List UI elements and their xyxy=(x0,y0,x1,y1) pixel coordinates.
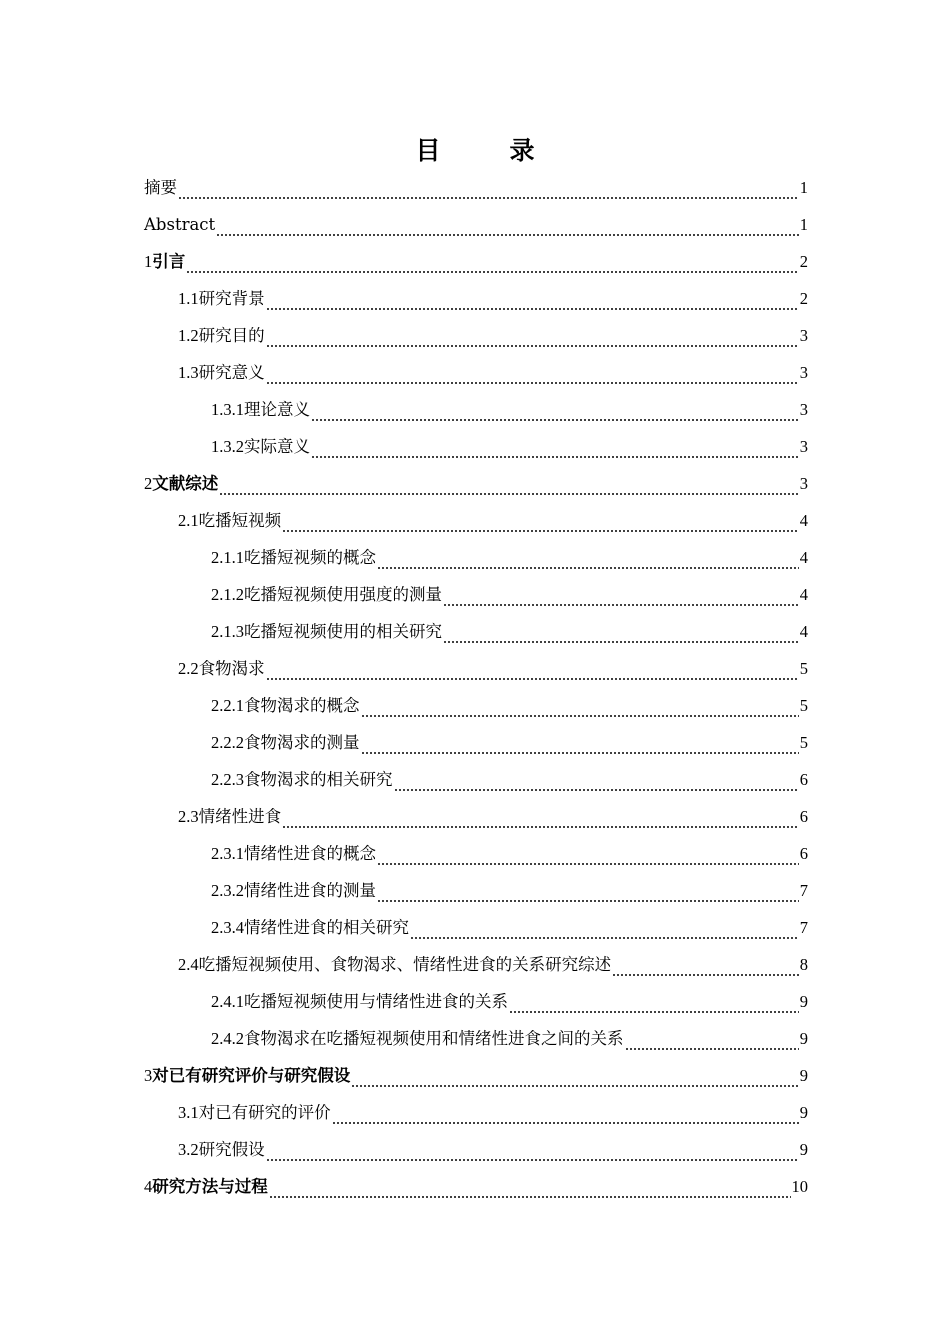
toc-entry[interactable] xyxy=(144,613,808,650)
dot-leader xyxy=(625,1020,799,1057)
toc-entry-title: 情绪性进食的相关研究 xyxy=(244,918,409,937)
toc-entry-page: 3 xyxy=(799,400,808,419)
toc-entry-title: 实际意义 xyxy=(244,437,310,456)
toc-entry-title: 研究目的 xyxy=(198,326,265,345)
toc-entry-page: 9 xyxy=(799,1140,808,1159)
toc-entry-title: 研究意义 xyxy=(198,363,265,382)
toc-entry-number: 2 xyxy=(144,474,153,493)
toc-entry[interactable] xyxy=(144,1057,808,1094)
toc-entry-number: 2.1.3 xyxy=(211,622,244,641)
toc-entry-number: 3.1 xyxy=(178,1103,199,1122)
toc-entry-page: 6 xyxy=(799,844,808,863)
toc-title: 目 录 xyxy=(415,136,557,165)
toc-entry-number: 2.1 xyxy=(178,511,199,530)
toc-entry-page: 1 xyxy=(799,178,808,197)
toc-entry-title: 对已有研究评价与研究假设 xyxy=(152,1066,351,1085)
toc-entry-title: 食物渴求的测量 xyxy=(244,733,360,752)
toc-entry-number: 4 xyxy=(144,1177,153,1196)
dot-leader xyxy=(332,1094,799,1131)
toc-entry-number: 2.3.1 xyxy=(211,844,244,863)
toc-list xyxy=(144,169,808,1205)
toc-entry-page: 10 xyxy=(791,1177,808,1196)
toc-entry-title: 吃播短视频的概念 xyxy=(244,548,376,567)
dot-leader xyxy=(377,539,799,576)
toc-entry-title: 情绪性进食的测量 xyxy=(244,881,376,900)
toc-entry-title: 摘要 xyxy=(144,178,177,197)
toc-entry-title: 对已有研究的评价 xyxy=(198,1103,331,1122)
toc-entry-page: 9 xyxy=(799,1066,808,1085)
toc-entry-page: 2 xyxy=(799,252,808,271)
toc-entry-number: 2.2.1 xyxy=(211,696,244,715)
dot-leader xyxy=(377,872,799,909)
toc-entry-title: 吃播短视频使用与情绪性进食的关系 xyxy=(244,992,508,1011)
toc-entry[interactable] xyxy=(144,1094,808,1131)
toc-entry-title: 食物渴求 xyxy=(198,659,265,678)
dot-leader xyxy=(216,206,799,243)
toc-entry[interactable] xyxy=(144,1131,808,1168)
toc-entry-title: 研究假设 xyxy=(198,1140,265,1159)
toc-entry-number: 3 xyxy=(144,1066,153,1085)
dot-leader xyxy=(186,243,799,280)
toc-entry[interactable] xyxy=(144,872,808,909)
toc-entry-number: 2.4.1 xyxy=(211,992,244,1011)
toc-entry-page: 3 xyxy=(799,437,808,456)
toc-entry[interactable] xyxy=(144,502,808,539)
toc-entry-number: 2.1.1 xyxy=(211,548,244,567)
toc-entry[interactable] xyxy=(144,391,808,428)
dot-leader xyxy=(377,835,799,872)
toc-entry-page: 4 xyxy=(799,622,808,641)
toc-entry-number: 1 xyxy=(144,252,153,271)
toc-entry[interactable] xyxy=(144,1020,808,1057)
toc-entry[interactable] xyxy=(144,1168,808,1205)
toc-entry[interactable] xyxy=(144,798,808,835)
toc-entry-number: 1.3.2 xyxy=(211,437,244,456)
toc-entry-page: 4 xyxy=(799,548,808,567)
toc-entry-number: 1.2 xyxy=(178,326,199,345)
toc-entry-page: 7 xyxy=(799,881,808,900)
toc-entry-title: 研究背景 xyxy=(198,289,265,308)
toc-entry-number: 2.2.3 xyxy=(211,770,244,789)
dot-leader xyxy=(361,724,799,761)
toc-entry-page: 1 xyxy=(799,215,808,234)
toc-entry-title: 文献综述 xyxy=(152,474,219,493)
toc-entry-page: 4 xyxy=(799,585,808,604)
toc-entry-title: 吃播短视频使用、食物渴求、情绪性进食的关系研究综述 xyxy=(198,955,612,974)
dot-leader xyxy=(351,1057,799,1094)
dot-leader xyxy=(410,909,799,946)
toc-entry[interactable] xyxy=(144,909,808,946)
dot-leader xyxy=(311,391,799,428)
toc-entry-number: 2.2.2 xyxy=(211,733,244,752)
toc-entry[interactable] xyxy=(144,317,808,354)
toc-entry[interactable] xyxy=(144,243,808,280)
dot-leader xyxy=(269,1168,791,1205)
dot-leader xyxy=(509,983,799,1020)
toc-entry-page: 6 xyxy=(799,807,808,826)
toc-entry-number: 1.1 xyxy=(178,289,199,308)
toc-entry-title: 研究方法与过程 xyxy=(152,1177,268,1196)
toc-entry[interactable] xyxy=(144,169,808,206)
toc-entry-page: 3 xyxy=(799,474,808,493)
toc-entry-title: 理论意义 xyxy=(244,400,310,419)
toc-entry[interactable] xyxy=(144,354,808,391)
dot-leader xyxy=(361,687,799,724)
toc-entry-number: 2.3.2 xyxy=(211,881,244,900)
toc-entry[interactable] xyxy=(144,428,808,465)
toc-entry-page: 3 xyxy=(799,326,808,345)
toc-entry-page: 3 xyxy=(799,363,808,382)
dot-leader xyxy=(443,613,799,650)
toc-entry-number: 2.4.2 xyxy=(211,1029,244,1048)
toc-entry[interactable] xyxy=(144,465,808,502)
toc-entry-number: 1.3.1 xyxy=(211,400,244,419)
dot-leader xyxy=(178,169,799,206)
toc-entry[interactable] xyxy=(144,687,808,724)
dot-leader xyxy=(311,428,799,465)
dot-leader xyxy=(612,946,799,983)
toc-entry[interactable] xyxy=(144,835,808,872)
dot-leader xyxy=(282,798,799,835)
toc-entry[interactable] xyxy=(144,576,808,613)
dot-leader xyxy=(266,354,799,391)
dot-leader xyxy=(282,502,799,539)
dot-leader xyxy=(443,576,799,613)
toc-entry[interactable] xyxy=(144,724,808,761)
toc-entry-number: 2.3 xyxy=(178,807,199,826)
toc-entry-title: 情绪性进食的概念 xyxy=(244,844,376,863)
toc-entry-page: 5 xyxy=(799,659,808,678)
toc-entry-page: 6 xyxy=(799,770,808,789)
toc-entry-page: 9 xyxy=(799,1029,808,1048)
toc-entry-number: 2.4 xyxy=(178,955,199,974)
dot-leader xyxy=(266,280,799,317)
toc-entry[interactable] xyxy=(144,761,808,798)
toc-entry-page: 5 xyxy=(799,696,808,715)
toc-entry-page: 2 xyxy=(799,289,808,308)
toc-entry[interactable] xyxy=(144,983,808,1020)
dot-leader xyxy=(266,317,799,354)
toc-entry-page: 8 xyxy=(799,955,808,974)
dot-leader xyxy=(266,1131,799,1168)
toc-entry-page: 5 xyxy=(799,733,808,752)
toc-entry[interactable] xyxy=(144,539,808,576)
dot-leader xyxy=(394,761,799,798)
toc-entry-title: 引言 xyxy=(152,252,186,271)
toc-entry-title: 吃播短视频 xyxy=(198,511,282,530)
toc-entry-title: 情绪性进食 xyxy=(198,807,282,826)
toc-entry-number: 3.2 xyxy=(178,1140,199,1159)
toc-entry[interactable] xyxy=(144,206,808,243)
dot-leader xyxy=(219,465,799,502)
toc-entry-title: 吃播短视频使用强度的测量 xyxy=(244,585,442,604)
toc-entry-number: 2.1.2 xyxy=(211,585,244,604)
toc-entry-title: 食物渴求的相关研究 xyxy=(244,770,393,789)
toc-entry-title: Abstract xyxy=(144,215,216,234)
toc-entry-title: 吃播短视频使用的相关研究 xyxy=(244,622,442,641)
toc-entry-page: 4 xyxy=(799,511,808,530)
toc-entry-page: 9 xyxy=(799,1103,808,1122)
toc-entry[interactable] xyxy=(144,280,808,317)
toc-entry-title: 食物渴求在吃播短视频使用和情绪性进食之间的关系 xyxy=(244,1029,624,1048)
toc-entry[interactable] xyxy=(144,946,808,983)
dot-leader xyxy=(266,650,799,687)
toc-entry-number: 1.3 xyxy=(178,363,199,382)
toc-entry-page: 9 xyxy=(799,992,808,1011)
toc-entry-title: 食物渴求的概念 xyxy=(244,696,360,715)
toc-entry[interactable] xyxy=(144,650,808,687)
toc-entry-number: 2.2 xyxy=(178,659,199,678)
toc-entry-number: 2.3.4 xyxy=(211,918,244,937)
toc-entry-page: 7 xyxy=(799,918,808,937)
